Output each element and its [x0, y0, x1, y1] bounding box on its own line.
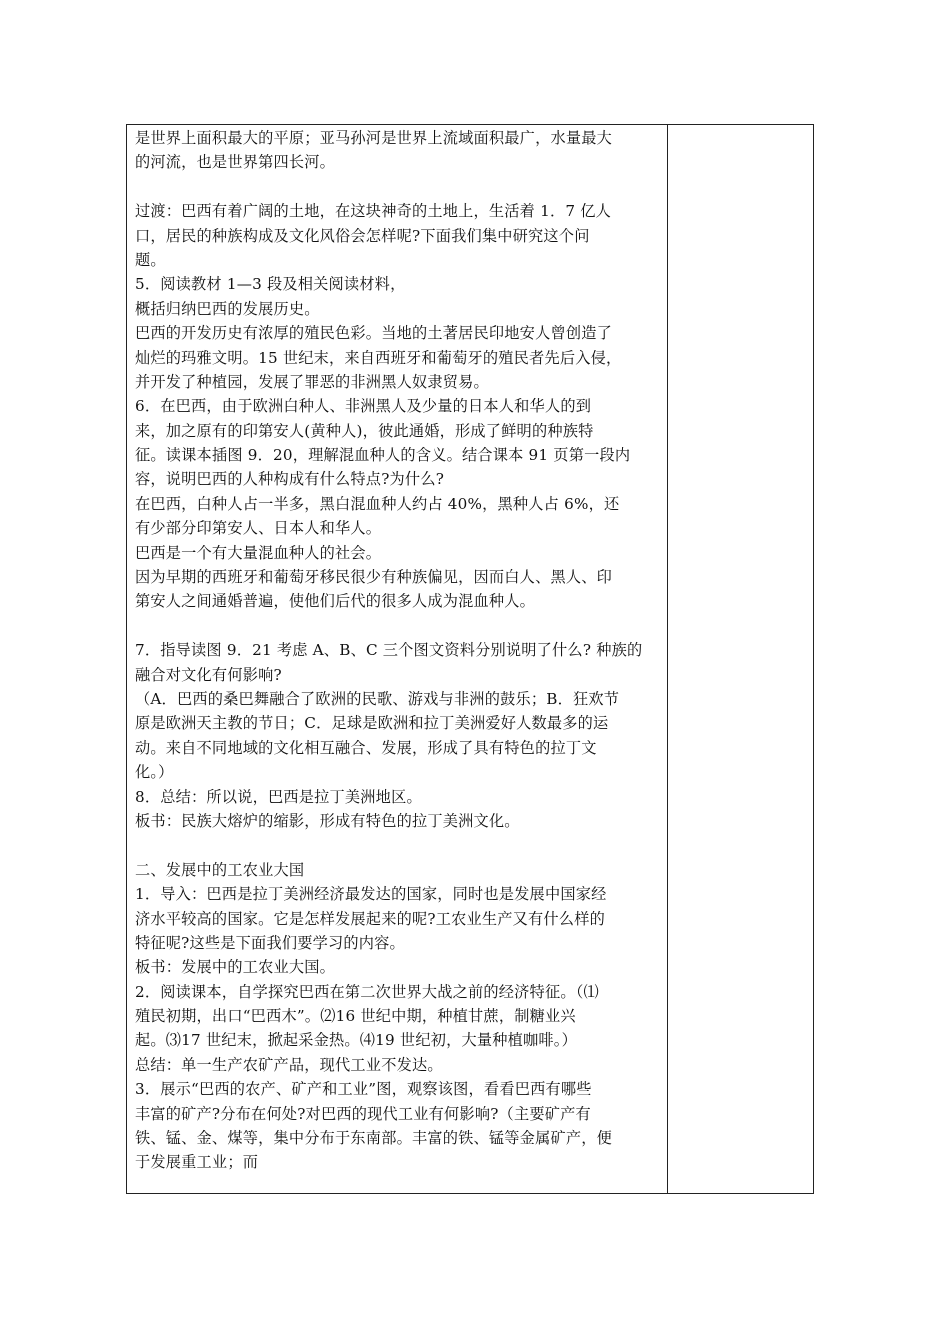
text-line: 巴西的开发历史有浓厚的殖民色彩。当地的土著居民印地安人曾创造了 — [135, 324, 613, 343]
text-line: 5．阅读教材 1—3 段及相关阅读材料， — [135, 275, 406, 294]
text-line: 7．指导读图 9．21 考虑 A、B、C 三个图文资料分别说明了什么? 种族的 — [135, 641, 643, 660]
text-line: 起。⑶17 世纪末，掀起采金热。⑷19 世纪初，大量种植咖啡。） — [135, 1031, 577, 1050]
notes-cell — [668, 125, 813, 1193]
text-line: 因为早期的西班牙和葡萄牙移民很少有种族偏见，因而白人、黑人、印 — [135, 568, 613, 587]
text-line: 特征呢?这些是下面我们要学习的内容。 — [135, 933, 405, 952]
text-line: 化。） — [135, 763, 174, 782]
blank-line — [135, 614, 661, 638]
lesson-plan-table — [126, 124, 814, 1194]
text-line: 并开发了种植园，发展了罪恶的非洲黑人奴隶贸易。 — [135, 372, 489, 391]
text-line: 征。读课本插图 9．20，理解混血种人的含义。结合课本 91 页第一段内 — [135, 446, 631, 465]
text-line: 概括归纳巴西的发展历史。 — [135, 299, 320, 318]
text-line: 是世界上面积最大的平原；亚马孙河是世界上流域面积最广，水量最大 — [135, 129, 613, 147]
text-line: 第安人之间通婚普遍，使他们后代的很多人成为混血种人。 — [135, 592, 536, 611]
text-line: 动。来自不同地域的文化相互融合、发展，形成了具有特色的拉丁文 — [135, 738, 597, 757]
text-line: 来，加之原有的印第安人(黄种人)，彼此通婚，形成了鲜明的种族特 — [135, 421, 594, 440]
blank-line — [135, 833, 661, 857]
text-line: 容，说明巴西的人种构成有什么特点?为什么? — [135, 470, 445, 489]
text-line: 在巴西，白种人占一半多，黑白混血种人约占 40%，黑种人占 6%，还 — [135, 494, 620, 513]
text-line: 的河流，也是世界第四长河。 — [135, 153, 336, 172]
text-line: 巴西是一个有大量混血种人的社会。 — [135, 543, 382, 562]
text-line: 2．阅读课本，自学探究巴西在第二次世界大战之前的经济特征。（⑴ — [135, 982, 599, 1001]
text-line: 口，居民的种族构成及文化风俗会怎样呢?下面我们集中研究这个问 — [135, 226, 590, 245]
text-line: 济水平较高的国家。它是怎样发展起来的呢?工农业生产又有什么样的 — [135, 909, 605, 928]
text-line: 有少部分印第安人、日本人和华人。 — [135, 519, 382, 538]
text-line: 原是欧洲天主教的节日；C．足球是欧洲和拉丁美洲爱好人数最多的运 — [135, 714, 609, 733]
text-line: 铁、锰、金、煤等，集中分布于东南部。丰富的铁、锰等金属矿产，便 — [135, 1129, 613, 1148]
text-line: 灿烂的玛雅文明。15 世纪末，来自西班牙和葡萄牙的殖民者先后入侵， — [135, 348, 622, 367]
text-line: 板书：发展中的工农业大国。 — [135, 958, 336, 977]
text-line: 总结：单一生产农矿产品，现代工业不发达。 — [135, 1055, 443, 1074]
text-line: （A．巴西的桑巴舞融合了欧洲的民歌、游戏与非洲的鼓乐；B．狂欢节 — [135, 689, 620, 708]
text-line: 殖民初期，出口“巴西木”。⑵16 世纪中期，种植甘蔗，制糖业兴 — [135, 1007, 576, 1026]
text-line: 板书：民族大熔炉的缩影，形成有特色的拉丁美洲文化。 — [135, 811, 520, 830]
text-line: 1．导入：巴西是拉丁美洲经济最发达的国家，同时也是发展中国家经 — [135, 885, 607, 904]
text-line: 8．总结：所以说，巴西是拉丁美洲地区。 — [135, 787, 422, 806]
text-line: 融合对文化有何影响? — [135, 665, 282, 684]
text-line: 于发展重工业；而 — [135, 1153, 259, 1172]
text-line: 过渡：巴西有着广阔的土地，在这块神奇的土地上，生活着 1．7 亿人 — [135, 202, 612, 221]
text-line: 题。 — [135, 250, 166, 269]
text-line: 6．在巴西，由于欧洲白种人、非洲黑人及少量的日本人和华人的到 — [135, 397, 592, 416]
blank-line — [135, 175, 661, 199]
lesson-content-cell — [127, 125, 668, 1193]
text-line: 丰富的矿产?分布在何处?对巴西的现代工业有何影响?（主要矿产有 — [135, 1104, 591, 1123]
text-line: 二、发展中的工农业大国 — [135, 860, 305, 879]
text-line: 3．展示“巴西的农产、矿产和工业”图，观察该图，看看巴西有哪些 — [135, 1080, 592, 1099]
